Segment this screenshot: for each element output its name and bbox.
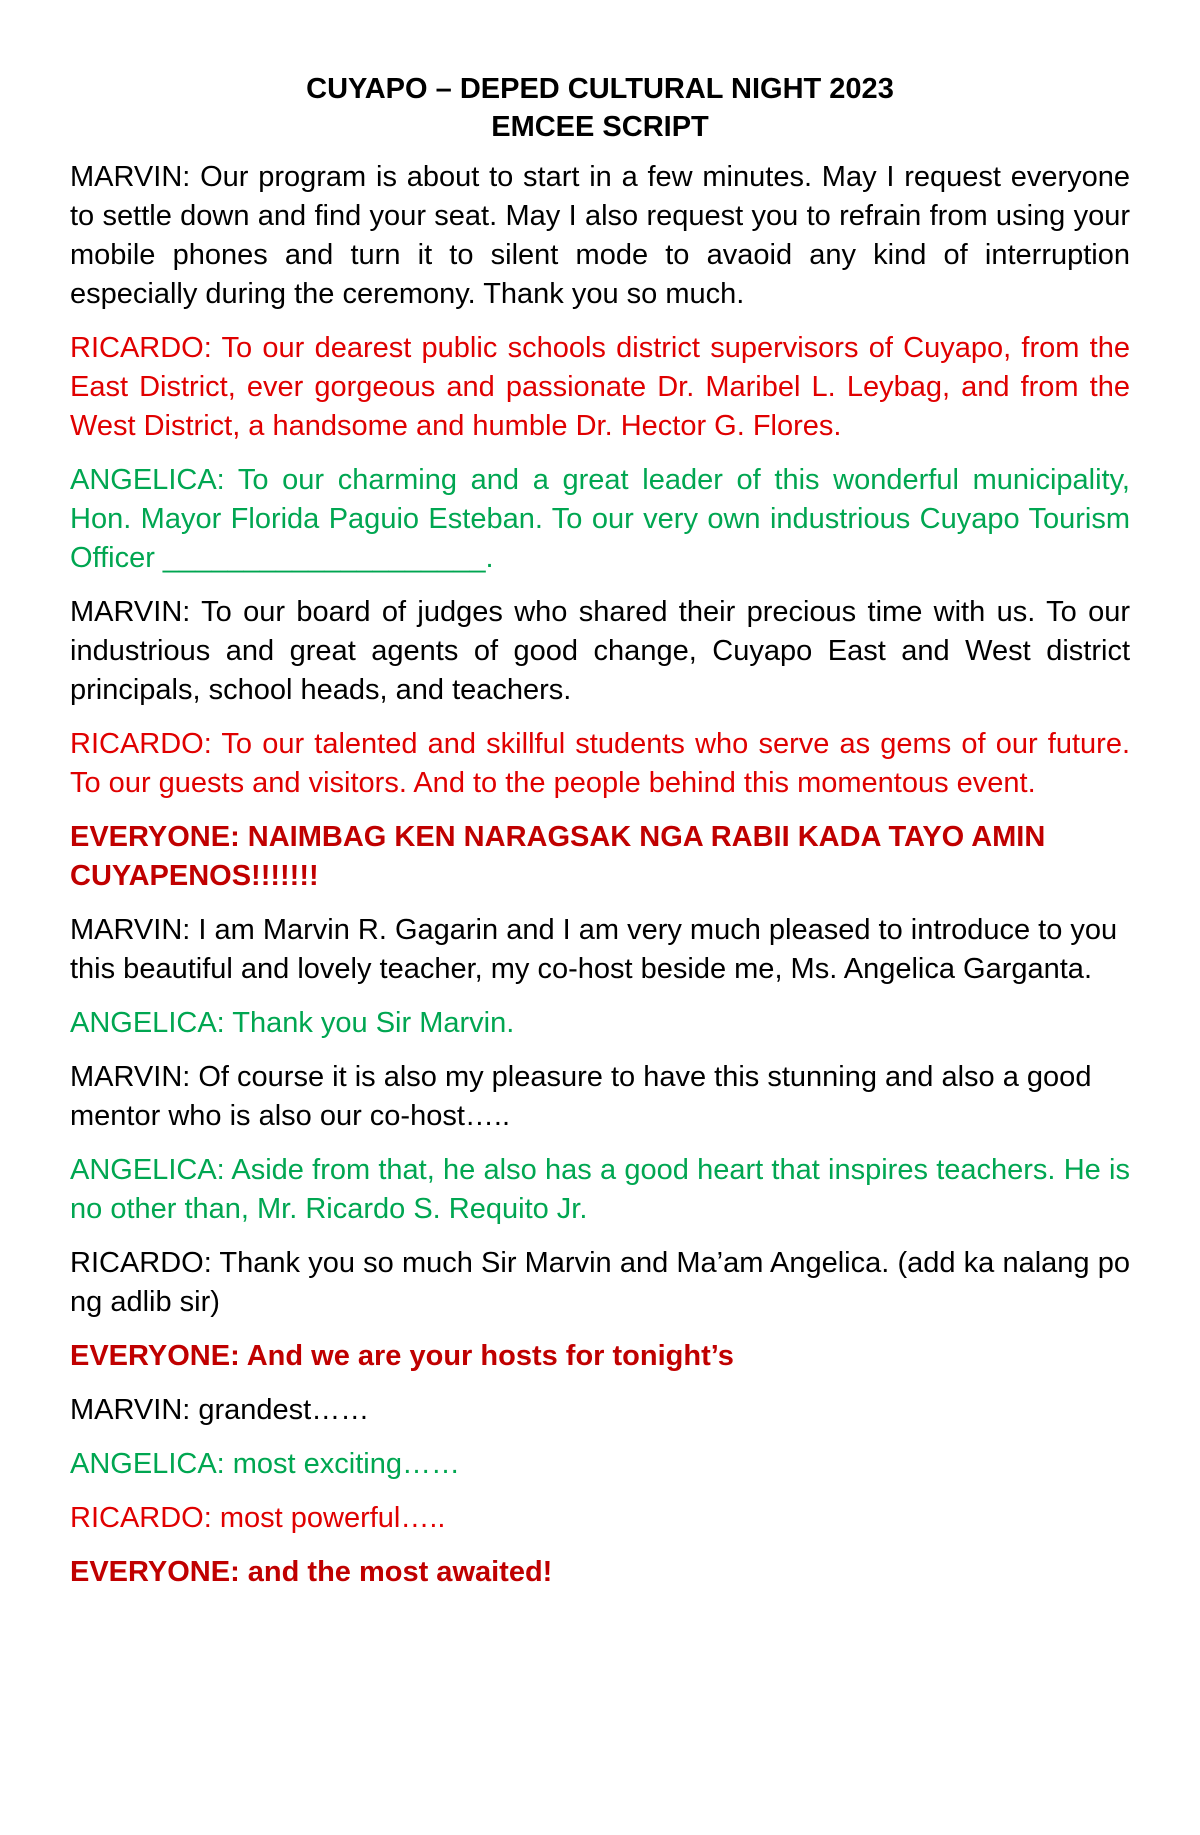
line-angelica-exciting: ANGELICA: most exciting…… [70,1448,460,1480]
document-title [70,70,1130,146]
line-angelica-thanks: ANGELICA: Thank you Sir Marvin. [70,1007,515,1039]
line-marvin-opening: MARVIN: Our program is about to start in a few minutes. May I request everyone to settle down and find your seat. May I also request you to refrain from using your mobile phones and turn it to silent mode to avaoid any kind of interruption especially during the ceremony. Thank you so much. [70,161,1130,310]
line-marvin-intro: MARVIN: I am Marvin R. Gagarin and I am very much pleased to introduce to you this beautiful and lovely teacher, my co-host beside me, Ms. Angelica Garganta. [70,914,1118,985]
line-everyone-hosts: EVERYONE: And we are your hosts for tonight’s [70,1340,734,1372]
title-line-1: CUYAPO – DEPED CULTURAL NIGHT 2023 [306,73,894,105]
line-ricardo-supervisors: RICARDO: To our dearest public schools district supervisors of Cuyapo, from the East District, ever gorgeous and passionate Dr. Maribel L. Leybag, and from the West District, a handsome and humble Dr. Hector G. Flores. [70,332,1130,442]
script-body [70,158,1130,1592]
line-everyone-awaited: EVERYONE: and the most awaited! [70,1556,553,1588]
line-ricardo-thanks: RICARDO: Thank you so much Sir Marvin and Ma’am Angelica. (add ka nalang po ng adlib sir) [70,1247,1130,1318]
line-ricardo-powerful: RICARDO: most powerful….. [70,1502,446,1534]
line-marvin-judges: MARVIN: To our board of judges who shared their precious time with us. To our industrious and great agents of good change, Cuyapo East and West district principals, school heads, and teachers. [70,596,1130,706]
line-ricardo-students: RICARDO: To our talented and skillful students who serve as gems of our future. To our guests and visitors. And to the people behind this momentous event. [70,728,1130,799]
line-angelica-ricardo-intro: ANGELICA: Aside from that, he also has a good heart that inspires teachers. He is no other than, Mr. Ricardo S. Requito Jr. [70,1154,1130,1225]
title-line-2: EMCEE SCRIPT [491,111,709,143]
line-marvin-grandest: MARVIN: grandest…… [70,1394,370,1426]
line-marvin-cohost: MARVIN: Of course it is also my pleasure to have this stunning and also a good mentor who is also our co-host….. [70,1061,1092,1132]
line-everyone-greeting: EVERYONE: NAIMBAG KEN NARAGSAK NGA RABII KADA TAYO AMIN CUYAPENOS!!!!!!! [70,821,1046,892]
document-page [70,70,1130,1607]
line-angelica-mayor: ANGELICA: To our charming and a great leader of this wonderful municipality, Hon. Mayor Florida Paguio Esteban. To our very own industrious Cuyapo Tourism Officer ____________________. [70,464,1130,574]
